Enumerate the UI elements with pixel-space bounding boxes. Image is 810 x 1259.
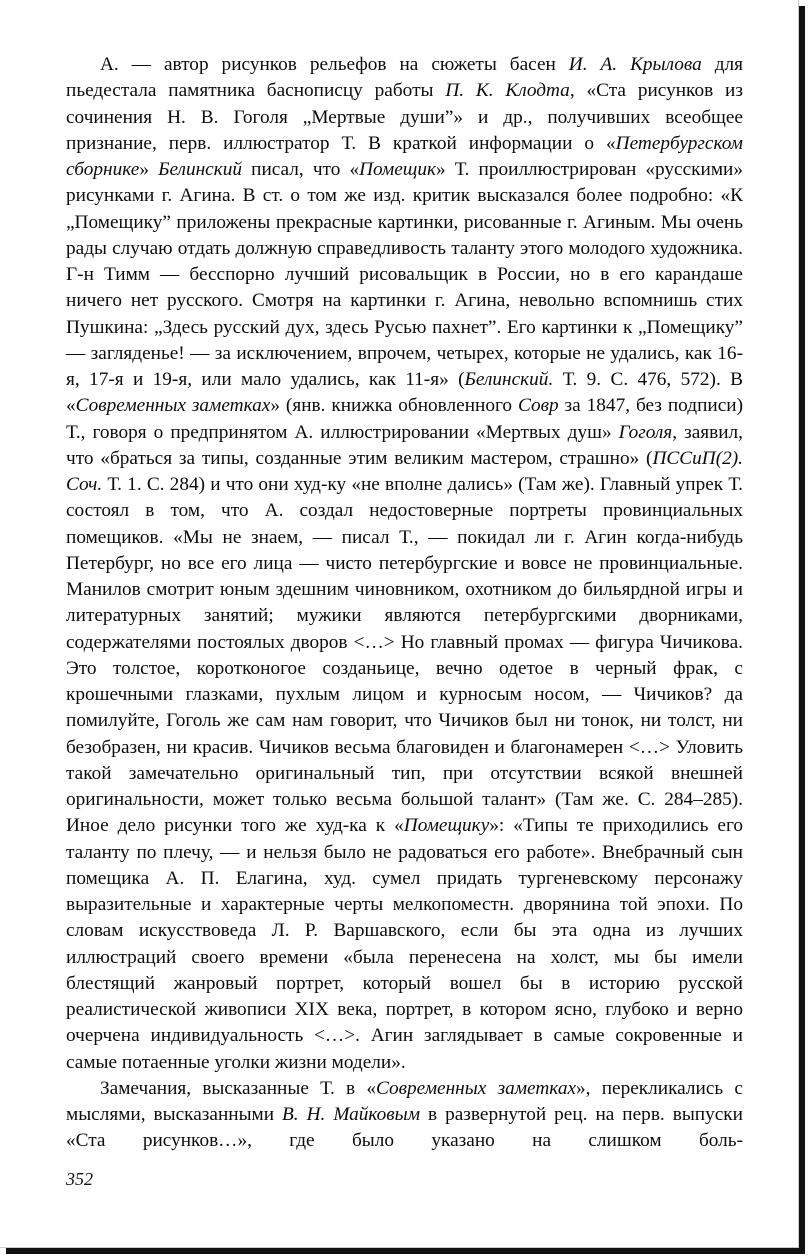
text-run: »: «Типы те приходились его таланту по плечу, — и нельзя было не радоваться его работе». Внебрачный сын помещика А. П. Елагина, худ. сумел придать тургеневскому персонажу выразительные и характерные черты мелкопоместн. дворянина той эпохи. По словам искусствоведа Л. Р. Варшавского, если бы эта одна из лучших иллюстраций своего времени «была перенесена на холст, мы бы имели блестящий жанровый портрет, который вошел бы в историю русской реалистической живописи XIX века, портрет, в котором ясно, глубоко и верно очерчена индивидуальность <…>. Агин заглядывает в самые сокровенные и самые потаенные уголки жизни модели». xyxy=(66,815,744,1073)
text-run: Т. 1. С. 284) и что они худ-ку «не вполне дались» (Там же). Главный упрек Т. состоял в том, что А. создал недостоверные портреты провинциальных помещиков. «Мы не знаем, — писал Т., — покидал ли г. Агин когда-нибудь Петербург, но все его лица — чисто петербургские и вовсе не провинциальные. Манилов смотрит юным здешним чиновником, охотником до бильярдной игры и литературных занятий; мужики являются петербургскими дворниками, содержателями постоялых дворов <…> Но главный промах — фигура Чичикова. Это толстое, коротконогое созданьице, вечно одетое в черный фрак, с крошечными глазками, пухлым лицом и курносым носом, — Чичиков? да помилуйте, Гоголь же сам нам говорит, что Чичиков был ни тонок, ни толст, ни безобразен, ни красив. Чичиков весьма благовиден и благонамерен <…> Уловить такой замечательно оригинальный тип, при отсутствии всякой внешней оригинальности, может только весьма большой талант» (Там же. С. 284–285). Иное дело рисунки того же худ-ка к « xyxy=(66,474,743,837)
text-run: » (янв. книжка обновленного xyxy=(270,395,518,417)
text-run: Замечания, высказанные Т. в « xyxy=(100,1077,377,1099)
text-run: , «Ста рисунков из сочинения Н. В. Гоголя „Мертвые души”» и др., получивших всеобщее признание, перв. иллюстратор Т. В краткой информации о « xyxy=(66,80,743,154)
paragraph-1 xyxy=(66,52,743,1076)
text-run: в развернутой рец. на перв. выпуски «Ста рисунков…», где было указано на слишком боль- xyxy=(66,1104,743,1152)
italic-run: И. А. Крылова xyxy=(568,54,702,75)
italic-run: Петербургском сборнике xyxy=(66,132,743,180)
italic-run: Современных заметках xyxy=(75,395,271,417)
italic-run: Белинский xyxy=(158,159,243,180)
text-run: А. — автор рисунков рельефов на сюжеты басен xyxy=(100,54,569,75)
text-run: » xyxy=(139,159,159,180)
text-run: , заявил, что «браться за типы, созданные этим великим мастером, страшно» ( xyxy=(66,421,743,469)
italic-run: В. Н. Майковым xyxy=(282,1104,421,1125)
text-run: для пьедестала памятника баснописцу работы xyxy=(66,54,744,102)
paragraph-2 xyxy=(66,1076,743,1155)
italic-run: Белинский. xyxy=(464,369,554,390)
text-run: за 1847, без подписи) Т., говоря о предпринятом А. иллюстрировании «Мертвых душ» xyxy=(66,395,744,443)
italic-run: Помещику xyxy=(403,815,490,837)
italic-run: Гоголя xyxy=(618,421,673,443)
text-run: », перекликались с мыслями, высказанными xyxy=(66,1077,743,1125)
italic-run: Современных заметках xyxy=(376,1077,577,1099)
page-number: 352 xyxy=(66,1169,93,1189)
text-run: Т. 9. С. 476, 572). В « xyxy=(66,369,743,417)
text-run: писал, что « xyxy=(242,159,360,180)
italic-run: ПССиП(2). Соч. xyxy=(66,447,743,495)
italic-run: Совр xyxy=(517,395,559,417)
page-body xyxy=(66,52,743,1155)
italic-run: Помещик xyxy=(359,159,437,180)
italic-run: П. К. Клодта xyxy=(445,80,570,102)
text-run: » Т. проиллюстрирован «русскими» рисунками г. Агина. В ст. о том же изд. критик высказался более подробно: «К „Помещику” приложены прекрасные картинки, рисованные г. Агиным. Мы очень рады случаю отдать должную справедливость таланту этого молодого художника. Г-н Тимм — бесспорно лучший рисовальщик в России, но в его карандаше ничего нет русского. Смотря на картинки г. Агина, невольно вспомнишь стих Пушкина: „Здесь русский дух, здесь Русью пахнет”. Его картинки к „Помещику” — загляденье! — за исключением, впрочем, четырех, которые не удались, как 16-я, 17-я и 19-я, или мало удались, как 11-я» ( xyxy=(66,159,744,390)
